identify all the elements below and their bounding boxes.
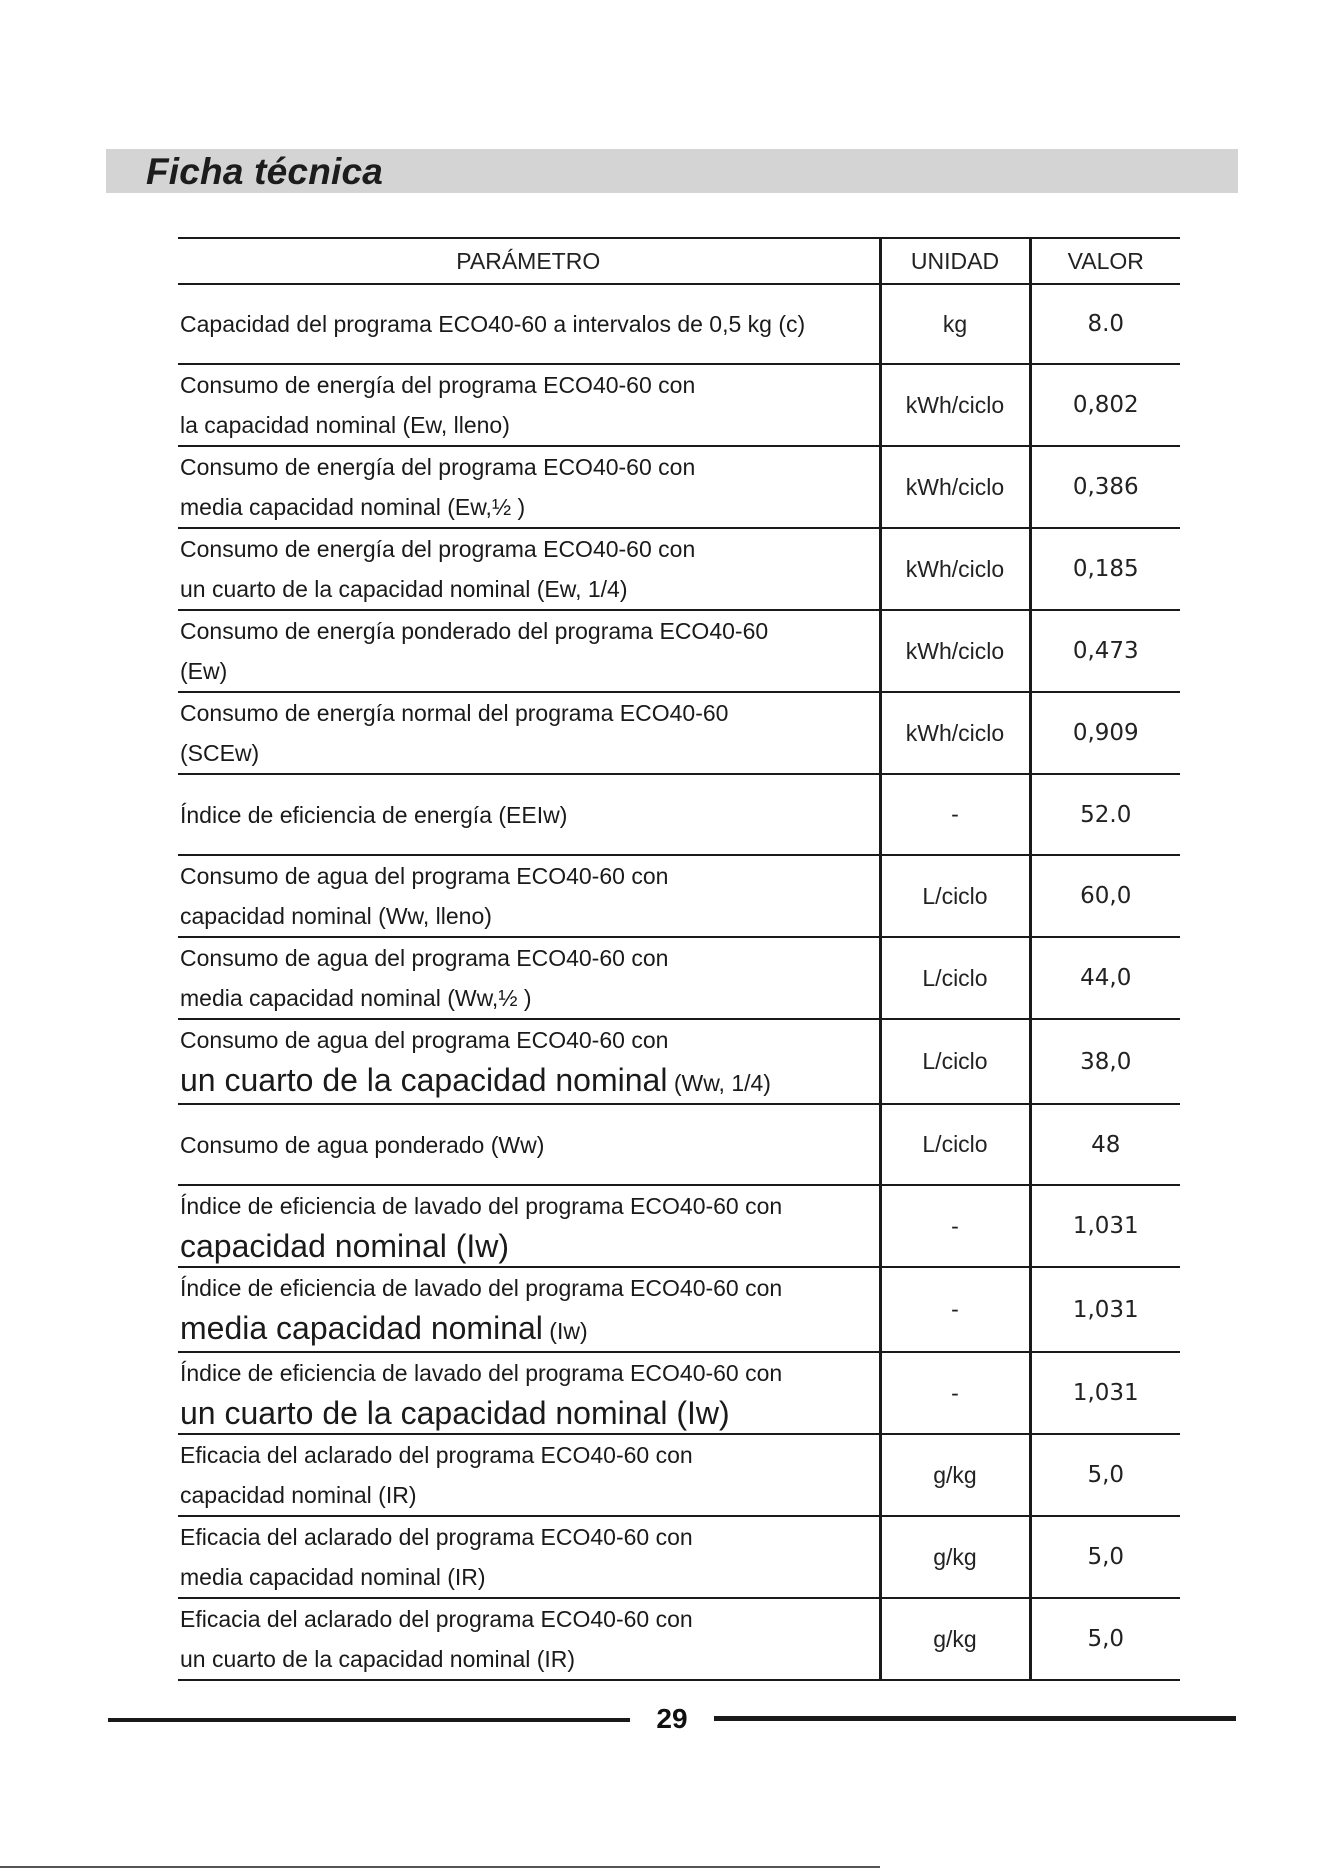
unit-cell: - xyxy=(880,1267,1030,1352)
unit-cell: kWh/ciclo xyxy=(880,528,1030,610)
unit-cell: L/ciclo xyxy=(880,1019,1030,1104)
page-number: 29 xyxy=(656,1703,688,1734)
param-line-2: (Ew) xyxy=(180,658,228,684)
param-cell xyxy=(178,1516,880,1598)
param-line-2: capacidad nominal (Ww, lleno) xyxy=(180,903,492,929)
table-row xyxy=(178,1104,1180,1185)
value-cell: 1,031 xyxy=(1030,1185,1180,1267)
param-line-1: Índice de eficiencia de lavado del programa ECO40-60 con xyxy=(180,1360,783,1386)
table-row xyxy=(178,855,1180,937)
param-line-1: Índice de eficiencia de energía (EEIw) xyxy=(180,801,568,828)
table-row xyxy=(178,937,1180,1019)
param-line-2 xyxy=(178,1226,879,1266)
technical-data-table xyxy=(178,237,1180,1681)
value-cell: 38,0 xyxy=(1030,1019,1180,1104)
table-row xyxy=(178,1019,1180,1104)
param-line-2-large: capacidad nominal (Iw) xyxy=(180,1228,510,1264)
param-line-1: Consumo de agua del programa ECO40-60 con xyxy=(180,945,669,971)
unit-cell: kWh/ciclo xyxy=(880,692,1030,774)
section-header xyxy=(106,149,1238,193)
param-line-1: Consumo de energía del programa ECO40-60 con xyxy=(180,372,696,398)
param-line-1: Consumo de energía ponderado del programa ECO40-60 xyxy=(180,618,769,644)
param-line-2-large: un cuarto de la capacidad nominal xyxy=(180,1062,668,1098)
unit-cell: - xyxy=(880,1185,1030,1267)
table-row xyxy=(178,528,1180,610)
value-cell: 1,031 xyxy=(1030,1267,1180,1352)
table-header-row xyxy=(178,238,1180,284)
table-row xyxy=(178,446,1180,528)
value-cell: 0,802 xyxy=(1030,364,1180,446)
value-cell: 48 xyxy=(1030,1104,1180,1185)
unit-cell: g/kg xyxy=(880,1598,1030,1680)
param-cell xyxy=(178,1434,880,1516)
param-cell xyxy=(178,1267,880,1352)
param-line-2-large: un cuarto de la capacidad nominal (Iw) xyxy=(180,1395,730,1431)
value-cell: 0,473 xyxy=(1030,610,1180,692)
param-cell xyxy=(178,1352,880,1434)
param-cell xyxy=(178,610,880,692)
unit-column-header: UNIDAD xyxy=(880,238,1030,284)
param-line-1: Eficacia del aclarado del programa ECO40-60 con xyxy=(180,1442,693,1468)
param-line-2: media capacidad nominal (Ww,½ ) xyxy=(180,985,532,1011)
value-cell: 5,0 xyxy=(1030,1598,1180,1680)
unit-cell: g/kg xyxy=(880,1434,1030,1516)
unit-cell: - xyxy=(880,774,1030,855)
value-column-header: VALOR xyxy=(1030,238,1180,284)
param-line-2: capacidad nominal (IR) xyxy=(180,1482,417,1508)
param-line-2-tail: (Iw) xyxy=(542,1318,588,1344)
param-line-2: media capacidad nominal (IR) xyxy=(180,1564,486,1590)
param-line-1: Índice de eficiencia de lavado del programa ECO40-60 con xyxy=(180,1275,783,1301)
param-cell xyxy=(178,528,880,610)
param-column-header: PARÁMETRO xyxy=(178,238,880,284)
value-cell: 60,0 xyxy=(1030,855,1180,937)
param-line-2: la capacidad nominal (Ew, lleno) xyxy=(180,412,510,438)
value-cell: 8.0 xyxy=(1030,284,1180,364)
param-cell xyxy=(178,692,880,774)
param-line-1: Eficacia del aclarado del programa ECO40-60 con xyxy=(180,1606,693,1632)
value-cell: 52.0 xyxy=(1030,774,1180,855)
unit-cell: kWh/ciclo xyxy=(880,364,1030,446)
bottom-edge-line xyxy=(0,1866,880,1868)
value-cell: 44,0 xyxy=(1030,937,1180,1019)
param-cell xyxy=(178,284,880,364)
table-row xyxy=(178,1352,1180,1434)
table-row xyxy=(178,610,1180,692)
param-line-2: (SCEw) xyxy=(180,740,260,766)
footer-rule-right xyxy=(714,1716,1236,1721)
param-cell xyxy=(178,1104,880,1185)
value-cell: 1,031 xyxy=(1030,1352,1180,1434)
section-title: Ficha técnica xyxy=(146,151,384,192)
param-line-1: Consumo de agua ponderado (Ww) xyxy=(180,1131,545,1158)
param-line-2-large: media capacidad nominal xyxy=(180,1310,543,1346)
table-row xyxy=(178,774,1180,855)
param-cell xyxy=(178,774,880,855)
table-row xyxy=(178,1598,1180,1680)
param-line-1: Capacidad del programa ECO40-60 a intervalos de 0,5 kg (c) xyxy=(180,311,806,337)
param-line-1: Eficacia del aclarado del programa ECO40-60 con xyxy=(180,1524,693,1550)
table-row xyxy=(178,1516,1180,1598)
table-row xyxy=(178,364,1180,446)
param-line-1: Consumo de agua del programa ECO40-60 con xyxy=(180,863,669,889)
param-line-2 xyxy=(178,1308,879,1351)
param-line-1: Consumo de energía del programa ECO40-60 con xyxy=(180,454,696,480)
param-line-2 xyxy=(178,1060,879,1103)
param-cell xyxy=(178,855,880,937)
param-line-2: un cuarto de la capacidad nominal (Ew, 1/4) xyxy=(180,576,628,602)
value-cell: 0,185 xyxy=(1030,528,1180,610)
param-cell xyxy=(178,1185,880,1267)
unit-cell: kWh/ciclo xyxy=(880,446,1030,528)
value-cell: 0,386 xyxy=(1030,446,1180,528)
param-line-1: Consumo de agua del programa ECO40-60 con xyxy=(180,1027,669,1053)
unit-cell: g/kg xyxy=(880,1516,1030,1598)
param-line-1: Consumo de energía del programa ECO40-60 con xyxy=(180,536,696,562)
param-line-2 xyxy=(178,1393,879,1433)
unit-cell: - xyxy=(880,1352,1030,1434)
unit-cell: kg xyxy=(880,284,1030,364)
value-cell: 5,0 xyxy=(1030,1434,1180,1516)
footer-rule-left xyxy=(108,1718,630,1722)
table-row xyxy=(178,1185,1180,1267)
param-line-2: un cuarto de la capacidad nominal (IR) xyxy=(180,1646,576,1672)
unit-cell: L/ciclo xyxy=(880,855,1030,937)
table-row xyxy=(178,1267,1180,1352)
table-row xyxy=(178,284,1180,364)
param-line-2-tail: (Ww, 1/4) xyxy=(667,1070,771,1096)
param-line-1: Índice de eficiencia de lavado del programa ECO40-60 con xyxy=(180,1193,783,1219)
param-cell xyxy=(178,446,880,528)
param-cell xyxy=(178,364,880,446)
unit-cell: L/ciclo xyxy=(880,937,1030,1019)
value-cell: 5,0 xyxy=(1030,1516,1180,1598)
param-cell xyxy=(178,937,880,1019)
param-line-1: Consumo de energía normal del programa ECO40-60 xyxy=(180,700,729,726)
table-row xyxy=(178,692,1180,774)
param-cell xyxy=(178,1019,880,1104)
unit-cell: kWh/ciclo xyxy=(880,610,1030,692)
table-row xyxy=(178,1434,1180,1516)
unit-cell: L/ciclo xyxy=(880,1104,1030,1185)
param-line-2: media capacidad nominal (Ew,½ ) xyxy=(180,494,526,520)
param-cell xyxy=(178,1598,880,1680)
value-cell: 0,909 xyxy=(1030,692,1180,774)
